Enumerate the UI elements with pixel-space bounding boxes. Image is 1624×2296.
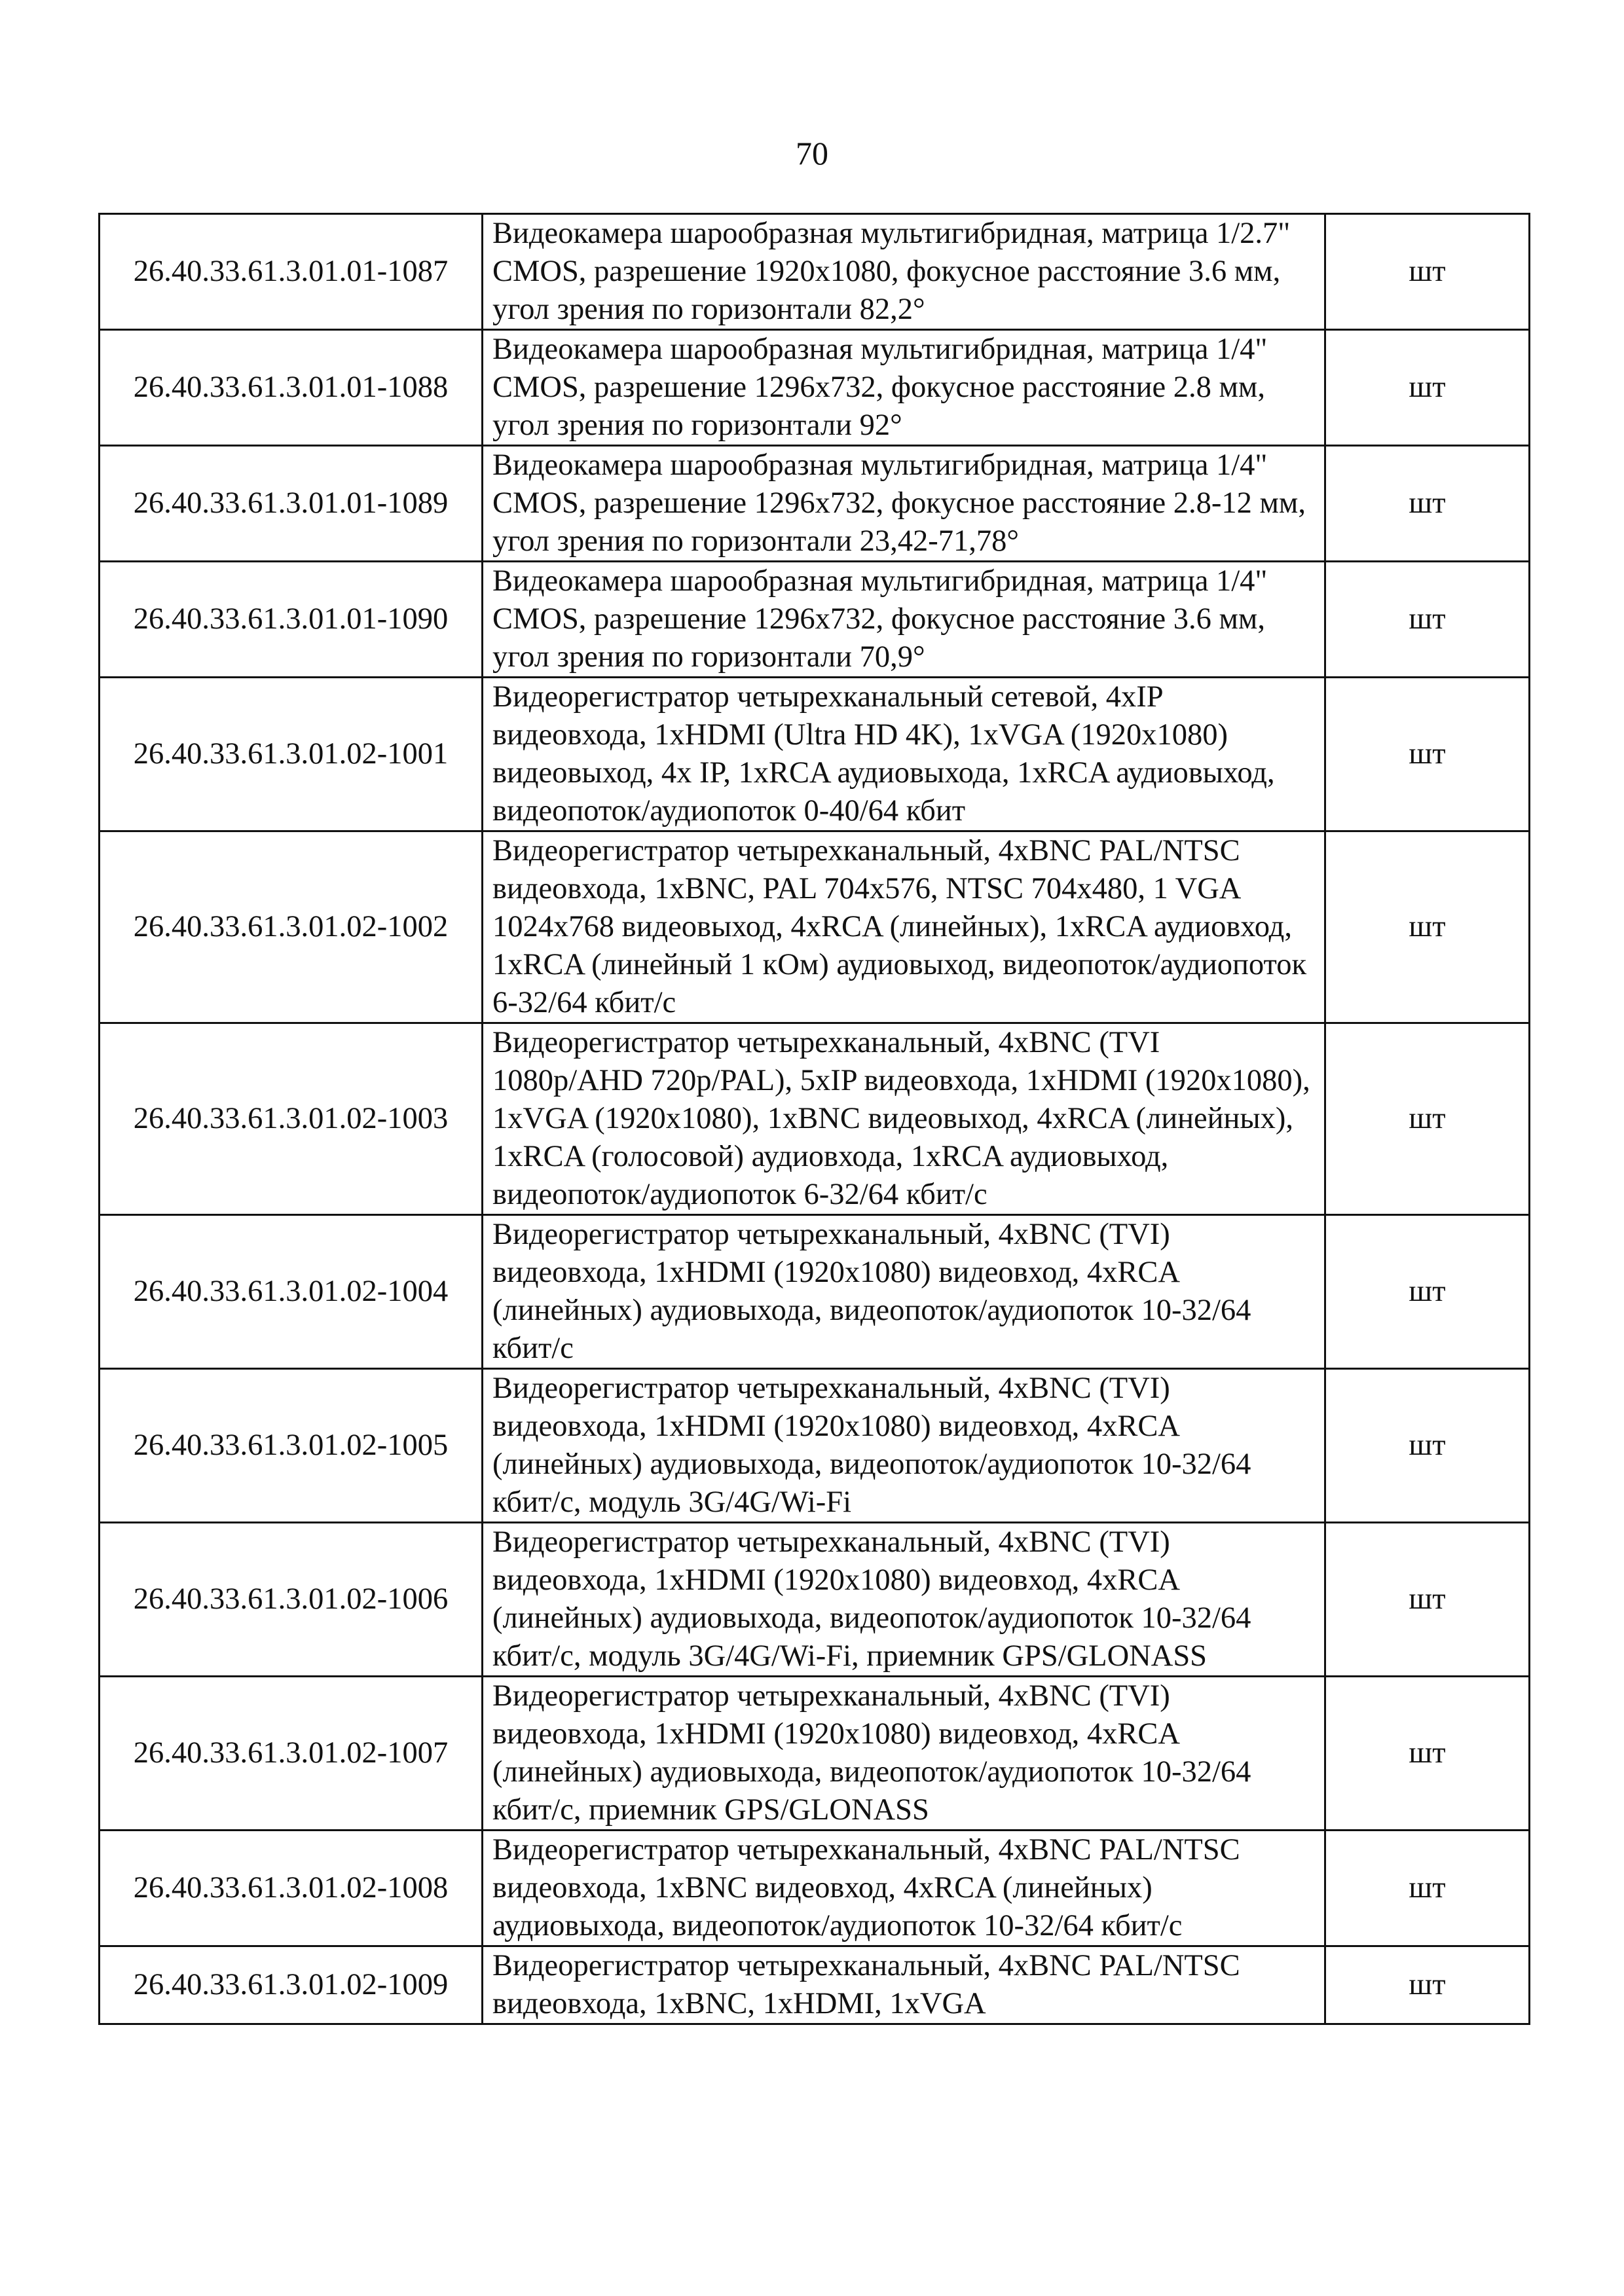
table-row bbox=[100, 562, 1530, 678]
table-row bbox=[100, 1215, 1530, 1369]
row-code: 26.40.33.61.3.01.02-1001 bbox=[100, 678, 483, 831]
table-row bbox=[100, 1023, 1530, 1215]
row-code: 26.40.33.61.3.01.02-1007 bbox=[100, 1677, 483, 1831]
row-unit: шт bbox=[1325, 1677, 1530, 1831]
row-code: 26.40.33.61.3.01.02-1008 bbox=[100, 1831, 483, 1946]
row-description: Видеорегистратор четырехканальный, 4xBNC PAL/NTSC видеовхода, 1xBNC, 1xHDMI, 1xVGA bbox=[483, 1946, 1325, 2024]
row-unit: шт bbox=[1325, 446, 1530, 562]
table-row bbox=[100, 330, 1530, 446]
row-code: 26.40.33.61.3.01.02-1002 bbox=[100, 831, 483, 1023]
row-unit: шт bbox=[1325, 330, 1530, 446]
table-row bbox=[100, 446, 1530, 562]
row-unit: шт bbox=[1325, 1523, 1530, 1677]
row-description: Видеорегистратор четырехканальный, 4xBNC (TVI) видеовхода, 1xHDMI (1920x1080) видеовход, 4xRCA (линейных) аудиовыхода, видеопоток/аудиопоток 10-32/64 кбит/с, модуль 3G/4G/Wi-Fi bbox=[483, 1369, 1325, 1523]
row-description: Видеокамера шарообразная мультигибридная, матрица 1/4" CMOS, разрешение 1296x732, фокусное расстояние 2.8 мм, угол зрения по горизонтали 92° bbox=[483, 330, 1325, 446]
row-unit: шт bbox=[1325, 678, 1530, 831]
row-unit: шт bbox=[1325, 562, 1530, 678]
table-row bbox=[100, 1677, 1530, 1831]
table-row bbox=[100, 1369, 1530, 1523]
row-code: 26.40.33.61.3.01.01-1087 bbox=[100, 214, 483, 330]
table-row bbox=[100, 831, 1530, 1023]
table-row bbox=[100, 214, 1530, 330]
row-description: Видеокамера шарообразная мультигибридная, матрица 1/4" CMOS, разрешение 1296x732, фокусное расстояние 3.6 мм, угол зрения по горизонтали 70,9° bbox=[483, 562, 1325, 678]
table-row bbox=[100, 1523, 1530, 1677]
row-code: 26.40.33.61.3.01.01-1090 bbox=[100, 562, 483, 678]
row-description: Видеорегистратор четырехканальный, 4xBNC (TVI) видеовхода, 1xHDMI (1920x1080) видеовход, 4xRCA (линейных) аудиовыхода, видеопоток/аудиопоток 10-32/64 кбит/с bbox=[483, 1215, 1325, 1369]
row-unit: шт bbox=[1325, 1369, 1530, 1523]
table-row bbox=[100, 1946, 1530, 2024]
table-row bbox=[100, 678, 1530, 831]
row-description: Видеорегистратор четырехканальный, 4xBNC (TVI 1080p/AHD 720p/PAL), 5xIP видеовхода, 1xHDMI (1920x1080), 1xVGA (1920x1080), 1xBNC видеовыход, 4xRCA (линейных), 1xRCA (голосовой) аудиовхода, 1xRCA аудиовыход, видеопоток/аудиопоток 6-32/64 кбит/с bbox=[483, 1023, 1325, 1215]
resource-table bbox=[98, 213, 1530, 2025]
row-unit: шт bbox=[1325, 831, 1530, 1023]
row-unit: шт bbox=[1325, 214, 1530, 330]
row-description: Видеокамера шарообразная мультигибридная, матрица 1/4" CMOS, разрешение 1296x732, фокусное расстояние 2.8-12 мм, угол зрения по горизонтали 23,42-71,78° bbox=[483, 446, 1325, 562]
row-description: Видеорегистратор четырехканальный сетевой, 4xIP видеовхода, 1xHDMI (Ultra HD 4K), 1xVGA (1920x1080) видеовыход, 4x IP, 1xRCA аудиовыхода, 1xRCA аудиовыход, видеопоток/аудиопоток 0-40/64 кбит bbox=[483, 678, 1325, 831]
row-description: Видеокамера шарообразная мультигибридная, матрица 1/2.7" CMOS, разрешение 1920x1080, фокусное расстояние 3.6 мм, угол зрения по горизонтали 82,2° bbox=[483, 214, 1325, 330]
row-unit: шт bbox=[1325, 1215, 1530, 1369]
row-unit: шт bbox=[1325, 1946, 1530, 2024]
table-row bbox=[100, 1831, 1530, 1946]
row-unit: шт bbox=[1325, 1831, 1530, 1946]
row-code: 26.40.33.61.3.01.02-1005 bbox=[100, 1369, 483, 1523]
row-code: 26.40.33.61.3.01.02-1003 bbox=[100, 1023, 483, 1215]
row-description: Видеорегистратор четырехканальный, 4xBNC PAL/NTSC видеовхода, 1xBNC, PAL 704x576, NTSC 704x480, 1 VGA 1024x768 видеовыход, 4xRCA (линейных), 1xRCA аудиовход, 1xRCA (линейный 1 кОм) аудиовыход, видеопоток/аудиопоток 6-32/64 кбит/с bbox=[483, 831, 1325, 1023]
row-description: Видеорегистратор четырехканальный, 4xBNC (TVI) видеовхода, 1xHDMI (1920x1080) видеовход, 4xRCA (линейных) аудиовыхода, видеопоток/аудиопоток 10-32/64 кбит/с, модуль 3G/4G/Wi-Fi, приемник GPS/GLONASS bbox=[483, 1523, 1325, 1677]
row-description: Видеорегистратор четырехканальный, 4xBNC PAL/NTSC видеовхода, 1xBNC видеовход, 4xRCA (линейных) аудиовыхода, видеопоток/аудиопоток 10-32/64 кбит/с bbox=[483, 1831, 1325, 1946]
page-number: 70 bbox=[796, 135, 828, 172]
row-unit: шт bbox=[1325, 1023, 1530, 1215]
row-code: 26.40.33.61.3.01.02-1009 bbox=[100, 1946, 483, 2024]
row-description: Видеорегистратор четырехканальный, 4xBNC (TVI) видеовхода, 1xHDMI (1920x1080) видеовход, 4xRCA (линейных) аудиовыхода, видеопоток/аудиопоток 10-32/64 кбит/с, приемник GPS/GLONASS bbox=[483, 1677, 1325, 1831]
row-code: 26.40.33.61.3.01.02-1006 bbox=[100, 1523, 483, 1677]
row-code: 26.40.33.61.3.01.01-1088 bbox=[100, 330, 483, 446]
row-code: 26.40.33.61.3.01.01-1089 bbox=[100, 446, 483, 562]
row-code: 26.40.33.61.3.01.02-1004 bbox=[100, 1215, 483, 1369]
